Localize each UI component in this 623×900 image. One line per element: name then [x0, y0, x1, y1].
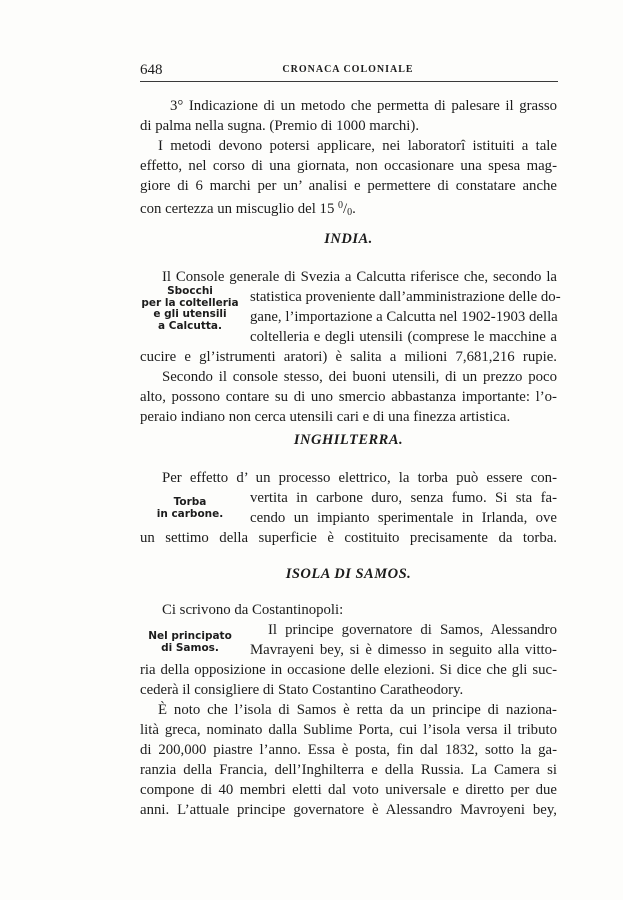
percent-sign-bottom: 0 [347, 207, 353, 218]
margin-note-inghilterra [140, 497, 240, 520]
text-line: È noto che l’isola di Samos è retta da un principe di naziona- [158, 702, 557, 718]
margin-note-line: Torba [173, 496, 207, 508]
text-line: giore di 6 marchi per un’ analisi e permettere di constatare anche [140, 178, 557, 194]
text-line: ranzia della Francia, dell’Inghilterra e della Russia. La Camera si [140, 762, 557, 778]
text-line: coltelleria e degli utensili (comprese le macchine a [250, 329, 557, 345]
text-line: effetto, nel corso di una giornata, non occasionare una spesa mag- [140, 158, 557, 174]
margin-note-line: Nel principato [148, 630, 232, 642]
text-line: di palma nella sugna. (Premio di 1000 marchi). [140, 118, 420, 134]
text-line: con certezza un miscuglio del 15 $^0$/0. [140, 200, 356, 218]
text-line: compone di 40 membri eletti dal voto universale e diretto per due [140, 782, 557, 798]
text-fragment: con certezza un miscuglio del 15 [140, 201, 339, 217]
section-heading-inghilterra: INGHILTERRA. [293, 432, 404, 448]
percent-sign-top: 0 [338, 200, 344, 211]
page-number: 648 [140, 62, 163, 78]
text-line: peraio indiano non cerca utensili cari e di una finezza artistica. [140, 409, 511, 425]
margin-note-line: e gli utensili [153, 308, 227, 320]
margin-note-samos [140, 631, 240, 654]
text-line: Mavrayeni bey, si è dimesso in seguito alla vitto- [250, 642, 557, 658]
section-heading-samos: ISOLA DI SAMOS. [285, 566, 412, 582]
text-line: anni. L’attuale principe governatore è Alessandro Mavroyeni bey, [140, 802, 557, 818]
text-line: cendo un impianto sperimentale in Irlanda, ove [250, 510, 557, 526]
margin-note-line: per la coltelleria [141, 296, 239, 309]
margin-note-line: di Samos. [161, 641, 219, 654]
text-line: vertita in carbone duro, senza fumo. Si sta fa- [250, 490, 557, 506]
text-line: Il Console generale di Svezia a Calcutta riferisce che, secondo la [162, 269, 557, 285]
margin-note-line: a Calcutta. [158, 319, 222, 332]
margin-note-line: in carbone. [156, 507, 224, 520]
header-rule [140, 81, 558, 82]
text-fragment: . [352, 201, 356, 217]
text-line: Per effetto d’ un processo elettrico, la torba può essere con- [162, 470, 557, 486]
text-line: Ci scrivono da Costantinopoli: [162, 602, 344, 618]
margin-note-line: Sbocchi [167, 285, 213, 297]
text-line: statistica proveniente dall’amministrazione delle do- [250, 289, 561, 305]
text-line: ria della opposizione in occasione delle elezioni. Si dice che gli suc- [140, 662, 557, 678]
text-line: I metodi devono potersi applicare, nei laboratorî istituiti a tale [158, 138, 557, 154]
text-line: 3° Indicazione di un metodo che permetta di palesare il grasso [170, 98, 557, 114]
running-title: CRONACA COLONIALE [282, 64, 414, 75]
text-line: lità greca, nominato dalla Sublime Porta, cui l’isola versa il tributo [140, 722, 557, 738]
text-line: gane, l’importazione a Calcutta nel 1902-1903 della [250, 309, 558, 325]
text-line: cederà il consigliere di Stato Costantino Caratheodory. [140, 682, 464, 698]
margin-note-india [140, 286, 240, 332]
section-heading-india: INDIA. [324, 231, 373, 247]
text-line: Secondo il console stesso, dei buoni utensili, di un prezzo poco [162, 369, 557, 385]
text-line: Il principe governatore di Samos, Alessandro [268, 622, 557, 638]
text-line: di 200,000 piastre l’anno. Essa è posta, fin dal 1832, sotto la ga- [140, 742, 557, 758]
text-line: un settimo della superficie è costituito precisamente da torba. [140, 530, 557, 546]
page-header [140, 62, 556, 82]
text-line: cucire e gl’istrumenti aratori) è salita a milioni 7,681,216 rupie. [140, 349, 557, 365]
text-line: alto, possono contare su di uno smercio abbastanza importante: l’o- [140, 389, 557, 405]
